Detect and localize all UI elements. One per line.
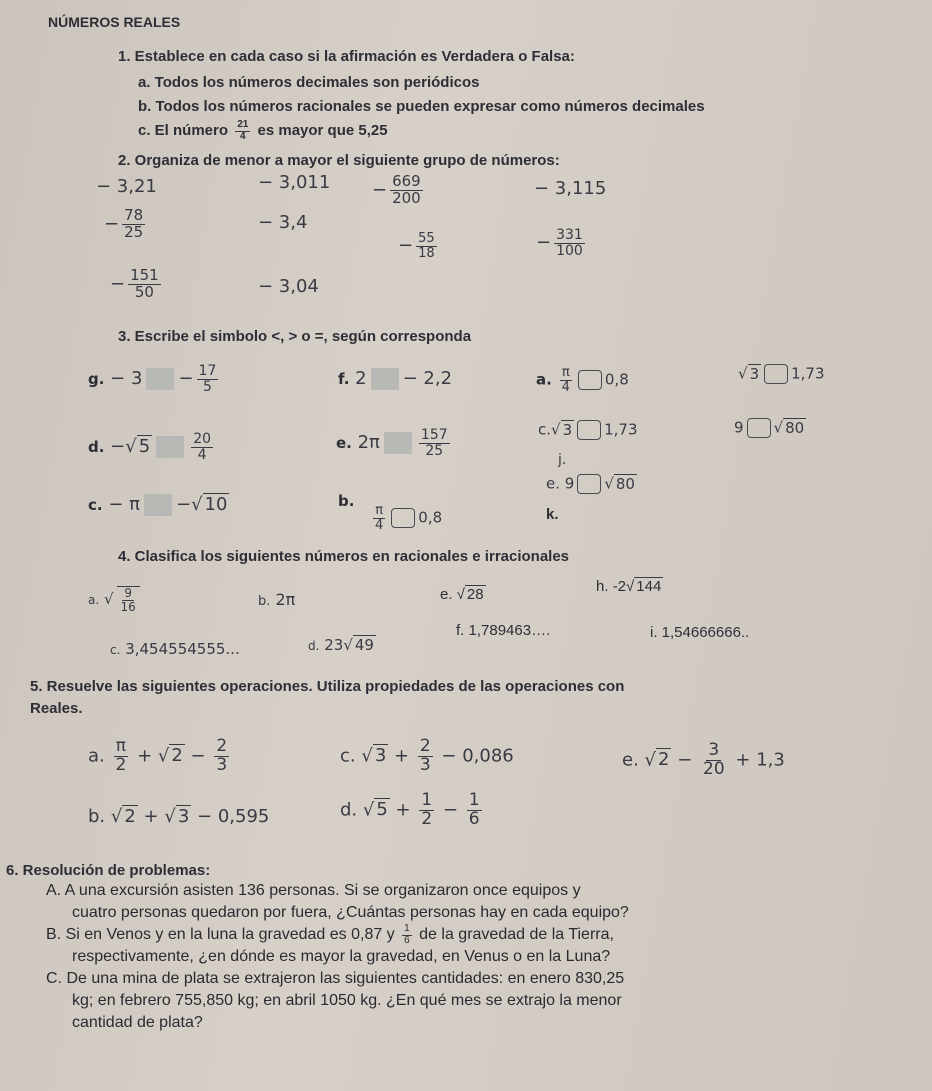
q3-cc: c. − π −√ 10: [88, 494, 228, 515]
q3-g: g. − 3 − $\frac{17}{5}$: [88, 363, 217, 395]
q5-c: c. √ 3 + $\frac{2}{3}$ − 0,086: [340, 736, 514, 775]
q1-c: c. El número $\frac{21}{4}$ es mayor que 5,25: [138, 119, 388, 142]
q3-k: k.: [546, 506, 559, 523]
q6-A-line2: cuatro personas quedaron por fuera, ¿Cuántas personas hay en cada equipo?: [72, 904, 629, 921]
q5-title-line2: Reales.: [30, 700, 83, 717]
q3-e-answer-box[interactable]: [384, 432, 412, 454]
q2-n6: − 3,4: [258, 212, 308, 233]
header-title: NÚMEROS REALES: [48, 14, 181, 30]
q3-b-answer-box[interactable]: [391, 508, 415, 528]
q2-n8: − $\frac{331}{100}$: [536, 227, 583, 259]
q2-n7: − $\frac{55}{18}$: [398, 231, 435, 261]
q2-title: 2. Organiza de menor a mayor el siguiente grupo de números:: [118, 152, 560, 169]
q4-i: i. 1,54666666..: [650, 624, 750, 641]
q3-nine: 9 √ 80: [734, 418, 805, 437]
q3-e: e. 2π $\frac{157}{25}$: [336, 427, 448, 459]
q2-n1: − 3,21: [96, 176, 157, 197]
q3-a: a. $\frac{\pi}{4}$ 0,8: [536, 365, 629, 395]
q3-cc-answer-box[interactable]: [144, 494, 172, 516]
q2-n10: − 3,04: [258, 276, 319, 297]
q2-n3: − $\frac{669}{200}$: [372, 172, 421, 207]
q4-b: b. 2π: [258, 590, 296, 609]
q3-d-answer-box[interactable]: [156, 436, 184, 458]
q3-c: c.√ 3 1,73: [538, 420, 638, 439]
q3-e2-answer-box[interactable]: [577, 474, 601, 494]
q4-h: h. -2√ 144: [596, 578, 662, 595]
q3-d: d. −√ 5 $\frac{20}{4}$: [88, 431, 212, 463]
q3-sqrt3: √ 3 1,73: [738, 364, 825, 383]
q3-j: j.: [558, 452, 567, 468]
q3-sqrt3-answer-box[interactable]: [764, 364, 788, 384]
q1-a: a. Todos los números decimales son periódicos: [138, 74, 480, 91]
q3-f-answer-box[interactable]: [371, 368, 399, 390]
q3-a-answer-box[interactable]: [578, 370, 602, 390]
q6-B-line2: respectivamente, ¿en dónde es mayor la gravedad, en Venus o en la Luna?: [72, 948, 611, 966]
q4-title: 4. Clasifica los siguientes números en racionales e irracionales: [118, 548, 570, 565]
q4-f: f. 1,789463….: [456, 622, 551, 639]
q6-A-line1: A. A una excursión asisten 136 personas. Si se organizaron once equipos y: [46, 882, 581, 899]
q3-title: 3. Escribe el simbolo <, > o =, según corresponda: [118, 328, 472, 345]
q4-e: e. √ 28: [440, 586, 484, 603]
q6-B-line1: B. Si en Venos y en la luna la gravedad es 0,87 y $\frac{1}{6}$ de la gravedad de la Tierra,: [46, 923, 614, 946]
q6-title: 6. Resolución de problemas:: [6, 862, 211, 879]
q4-c: c. 3,454554555...: [110, 640, 240, 658]
q4-d: d. 23√ 49: [308, 636, 374, 654]
q5-a: a. $\frac{\pi}{2}$ + √ 2 − $\frac{2}{3}$: [88, 736, 228, 775]
q5-e: e. √ 2 − $\frac{3}{20}$ + 1,3: [622, 740, 785, 779]
q3-g-answer-box[interactable]: [146, 368, 174, 390]
q3-c-answer-box[interactable]: [577, 420, 601, 440]
q2-n2: − 3,011: [258, 172, 331, 193]
q3-b: b.: [338, 492, 355, 510]
q2-n4: − 3,115: [534, 178, 607, 199]
q2-n5: − $\frac{78}{25}$: [104, 206, 144, 241]
q2-n9: − $\frac{151}{50}$: [110, 266, 159, 301]
q3-e2: e. 9 √ 80: [546, 474, 635, 493]
q3-nine-answer-box[interactable]: [747, 418, 771, 438]
q4-a: a. √ $\frac{9}{16}$: [88, 586, 143, 613]
q5-b: b. √ 2 + √ 3 − 0,595: [88, 806, 270, 827]
q6-body: [46, 880, 629, 1034]
q6-C-line2: kg; en febrero 755,850 kg; en abril 1050 kg. ¿En qué mes se extrajo la menor: [72, 992, 622, 1010]
q1-title: 1. Establece en cada caso si la afirmación es Verdadera o Falsa:: [118, 48, 575, 65]
q6-C-line1: C. De una mina de plata se extrajeron las siguientes cantidades: en enero 830,25: [46, 970, 625, 988]
q5-title-line1: 5. Resuelve las siguientes operaciones. Utiliza propiedades de las operaciones con: [30, 678, 625, 695]
q3-f: f. 2 − 2,2: [338, 368, 453, 389]
q3-b-expr: $\frac{\pi}{4}$ 0,8: [375, 503, 443, 533]
q6-C-line3: cantidad de plata?: [72, 1014, 203, 1032]
q5-d: d. √ 5 + $\frac{1}{2}$ − $\frac{1}{6}$: [340, 790, 480, 829]
q1-b: b. Todos los números racionales se pueden expresar como números decimales: [138, 98, 705, 115]
